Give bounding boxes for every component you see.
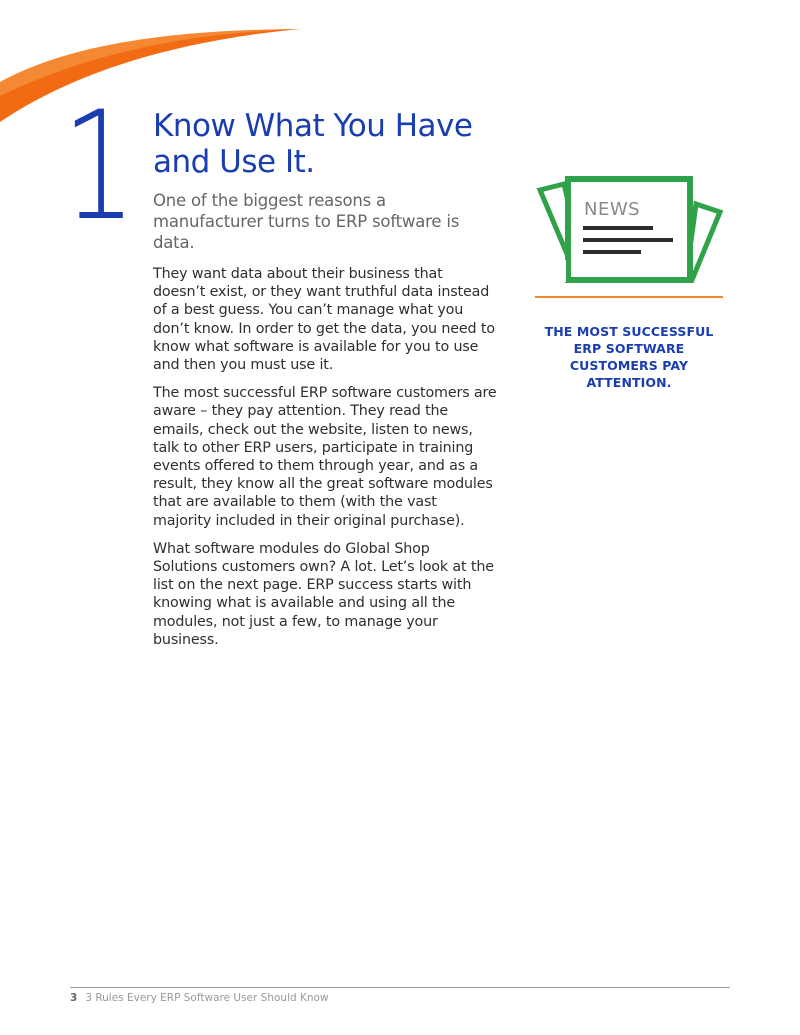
section-title-line-1: Know What You Have <box>153 108 473 144</box>
document-title: 3 Rules Every ERP Software User Should Know <box>85 992 329 1004</box>
news-line-2 <box>583 238 673 242</box>
news-line-3 <box>583 250 641 254</box>
section-number: 1 <box>62 80 134 254</box>
body-paragraph-2: The most successful ERP software customers are aware – they pay attention. They read the emails, check out the website, listen to news, talk to other ERP users, participate in training events offered to them through year, and as a result, they know all the great software modules that are available to them (with the vast majority included in their original purchase). <box>153 385 497 529</box>
pullquote: THE MOST SUCCESSFUL ERP SOFTWARE CUSTOMERS PAY ATTENTION. <box>544 324 714 390</box>
pullquote-divider <box>535 296 723 298</box>
footer-divider <box>70 987 730 988</box>
body-paragraph-3: What software modules do Global Shop Solutions customers own? A lot. Let’s look at the list on the next page. ERP success starts with knowing what is available and using all the modules, not just a few, to manage your business. <box>153 540 494 648</box>
section-title <box>153 108 498 180</box>
section-title-line-2: and Use It. <box>153 144 315 180</box>
main-content <box>153 108 498 649</box>
news-label: NEWS <box>584 199 641 220</box>
body-paragraph-1: They want data about their business that doesn’t exist, or they want truthful data instead of a best guess. You can’t manage what you don’t know. In order to get the data, you need to know what software is available for you to use and then you must use it. <box>153 266 495 374</box>
news-line-1 <box>583 226 653 230</box>
newspaper-icon <box>536 170 726 285</box>
page-number: 3 <box>70 992 78 1004</box>
section-subheading: One of the biggest reasons a manufacturer turns to ERP software is data. <box>153 191 460 252</box>
page-footer <box>70 991 329 1005</box>
